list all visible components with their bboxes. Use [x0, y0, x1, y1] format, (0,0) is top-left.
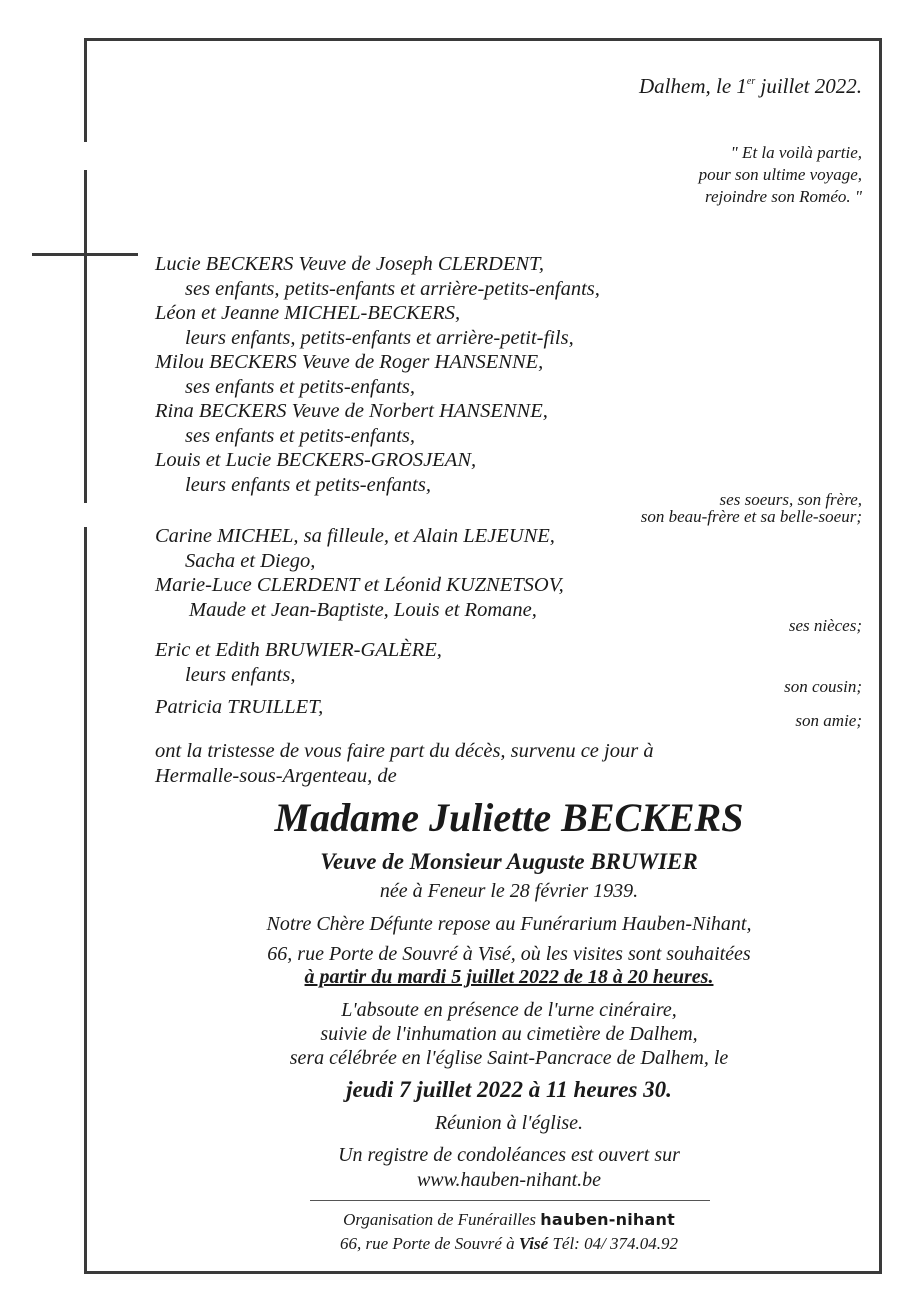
place-date: Dalhem, le 1er juillet 2022.	[639, 74, 862, 98]
footer-city: Visé	[518, 1234, 549, 1253]
frame-top	[84, 38, 882, 41]
frame-bottom	[84, 1271, 882, 1274]
visitation-line: 66, rue Porte de Souvré à Visé, où les visites sont souhaitées	[267, 943, 751, 965]
ceremony-line: sera célébrée en l'église Saint-Pancrace de Dalhem, le	[289, 1047, 729, 1069]
birth-info: née à Feneur le 28 février 1939.	[379, 880, 639, 902]
announcement-line: Hermalle-sous-Argenteau, de	[155, 764, 397, 787]
relation-line: son beau-frère et sa belle-soeur;	[640, 507, 862, 526]
family-line: Léon et Jeanne MICHEL-BECKERS,	[155, 302, 461, 324]
quote-line: " Et la voilà partie,	[730, 143, 862, 162]
family-line: ses enfants et petits-enfants,	[185, 375, 416, 398]
widow-of: Veuve de Monsieur Auguste BRUWIER	[320, 849, 698, 874]
friend: Patricia TRUILLET,	[155, 696, 324, 718]
condolences-url[interactable]: www.hauben-nihant.be	[416, 1169, 602, 1191]
family-line: leurs enfants,	[185, 663, 296, 686]
family-line: Eric et Edith BRUWIER-GALÈRE,	[155, 639, 442, 661]
family-line: Sacha et Diego,	[185, 549, 316, 572]
footer-org: Organisation de Funérailles hauben-nihant	[343, 1210, 675, 1229]
family-line: Rina BECKERS Veuve de Norbert HANSENNE,	[155, 400, 548, 422]
quote	[699, 142, 862, 208]
relation-siblings	[641, 491, 862, 525]
visitation-times: à partir du mardi 5 juillet 2022 de 18 à 20 heures.	[304, 966, 714, 988]
cross-horizontal	[32, 253, 138, 256]
quote-line: pour son ultime voyage,	[698, 165, 862, 184]
visitation-line: Notre Chère Défunte repose au Funérarium Hauben-Nihant,	[266, 913, 752, 935]
family-line: Milou BECKERS Veuve de Roger HANSENNE,	[155, 351, 544, 373]
ceremony-date: jeudi 7 juillet 2022 à 11 heures 30.	[346, 1077, 672, 1102]
announcement-line: ont la tristesse de vous faire part du décès, survenu ce jour à	[155, 740, 654, 762]
announcement	[155, 739, 654, 788]
family-line: leurs enfants, petits-enfants et arrière-petit-fils,	[185, 326, 574, 349]
frame-left-top	[84, 38, 87, 142]
family-line: Louis et Lucie BECKERS-GROSJEAN,	[155, 449, 477, 471]
relation-line: ses soeurs, son frère,	[719, 490, 862, 509]
family-line: Maude et Jean-Baptiste, Louis et Romane,	[189, 598, 537, 621]
relation-cousin: son cousin;	[784, 677, 862, 696]
footer-address: 66, rue Porte de Souvré à Visé Tél: 04/ 374.04.92	[339, 1234, 679, 1253]
brand-logo: hauben-nihant	[540, 1210, 675, 1229]
family-line: Lucie BECKERS Veuve de Joseph CLERDENT,	[155, 253, 545, 275]
deceased-name: Madame Juliette BECKERS	[274, 795, 744, 840]
family-line: Marie-Luce CLERDENT et Léonid KUZNETSOV,	[155, 574, 564, 596]
quote-line: rejoindre son Roméo. "	[705, 187, 862, 206]
family-list	[155, 252, 600, 497]
cousin-list	[155, 638, 442, 687]
family-line: Carine MICHEL, sa filleule, et Alain LEJEUNE,	[155, 525, 555, 547]
nieces-list	[155, 524, 564, 622]
frame-left-bottom	[84, 527, 87, 1274]
relation-friend: son amie;	[795, 711, 862, 730]
meeting-info: Réunion à l'église.	[434, 1112, 584, 1134]
footer-divider	[310, 1200, 710, 1201]
condolences-line: Un registre de condoléances est ouvert sur	[338, 1144, 680, 1166]
relation-nieces: ses nièces;	[788, 616, 862, 635]
family-line: ses enfants et petits-enfants,	[185, 424, 416, 447]
ceremony-line: suivie de l'inhumation au cimetière de Dalhem,	[320, 1023, 698, 1045]
ceremony-line: L'absoute en présence de l'urne cinéraire,	[341, 999, 677, 1021]
family-line: ses enfants, petits-enfants et arrière-petits-enfants,	[185, 277, 600, 300]
cross-vertical	[84, 170, 87, 503]
family-line: leurs enfants et petits-enfants,	[185, 473, 431, 496]
